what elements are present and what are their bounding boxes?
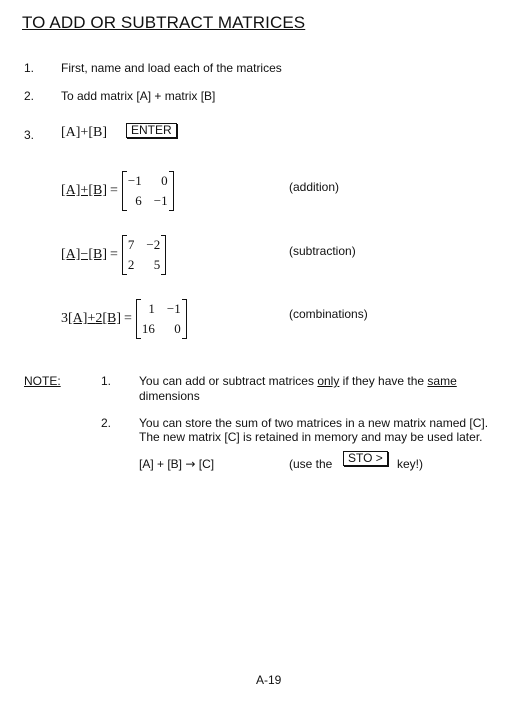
subtraction-equals: = — [110, 247, 118, 262]
note-1-only: only — [317, 374, 340, 388]
note-label: NOTE: — [24, 374, 61, 388]
matrix-cell: 5 — [153, 257, 161, 272]
page-title: TO ADD OR SUBTRACT MATRICES — [22, 13, 306, 32]
page-number: A-19 — [256, 673, 282, 687]
combination-matrix-a: [A] — [68, 311, 88, 326]
step-2-text: To add matrix [A] + matrix [B] — [61, 89, 216, 103]
subtraction-label: (subtraction) — [289, 244, 356, 258]
combination-operator: + — [87, 311, 96, 326]
step-3-expression: [A]+[B] — [61, 125, 107, 140]
note-1-same: same — [427, 374, 457, 388]
subtraction-result-matrix — [122, 235, 166, 275]
matrix-cell: 1 — [148, 301, 155, 316]
matrix-cell: 2 — [127, 257, 135, 272]
matrix-cell: −2 — [146, 237, 161, 252]
note-1-text-pre: You can add or subtract matrices — [139, 374, 318, 388]
addition-equals: = — [110, 183, 118, 198]
example-subtraction — [61, 235, 166, 275]
store-hint-post: key!) — [397, 457, 424, 471]
matrix-cell: 0 — [161, 173, 168, 188]
matrix-cell: 16 — [141, 321, 155, 336]
matrix-cell: 7 — [127, 237, 135, 252]
enter-key: ENTER — [126, 123, 177, 138]
step-1-text: First, name and load each of the matrices — [61, 61, 282, 75]
step-3-key-wrapper — [126, 121, 177, 139]
combination-result-matrix — [136, 299, 187, 339]
matrix-cell: −1 — [166, 301, 181, 316]
note-2-line-2: The new matrix [C] is retained in memory and may be used later. — [139, 430, 483, 444]
store-target: [C] — [198, 457, 215, 471]
note-2-number: 2. — [101, 416, 112, 430]
note-1-line-2: dimensions — [139, 389, 200, 403]
combination-matrix-b: [B] — [102, 311, 122, 326]
store-arrow: → — [185, 457, 196, 471]
store-expression — [139, 457, 214, 471]
example-combinations — [61, 299, 187, 339]
addition-label: (addition) — [289, 180, 340, 194]
note-2-line-1: You can store the sum of two matrices in a new matrix named [C]. — [139, 416, 489, 430]
note-1-text-mid: if they have the — [339, 374, 428, 388]
note-1-line-1 — [139, 374, 457, 388]
combination-equals: = — [124, 311, 132, 326]
step-3-number: 3. — [24, 128, 35, 142]
combinations-label: (combinations) — [289, 307, 368, 321]
addition-result-matrix — [122, 171, 174, 211]
matrix-cell: −1 — [127, 173, 142, 188]
sto-key: STO > — [343, 451, 388, 466]
combination-coefficient-b: 2 — [95, 311, 103, 326]
store-hint-pre: (use the — [289, 457, 333, 471]
matrix-cell: 0 — [174, 321, 181, 336]
matrix-cell: 6 — [135, 193, 142, 208]
note-1-number: 1. — [101, 374, 112, 388]
store-key-wrapper — [343, 449, 388, 467]
store-source: [A] + [B] — [139, 457, 183, 471]
combination-coefficient-a: 3 — [61, 311, 68, 326]
step-2-number: 2. — [24, 89, 35, 103]
matrix-cell: −1 — [153, 193, 168, 208]
subtraction-expression: [A]−[B] — [61, 247, 107, 262]
example-addition — [61, 171, 174, 211]
addition-expression: [A]+[B] — [61, 183, 107, 198]
step-1-number: 1. — [24, 61, 35, 75]
